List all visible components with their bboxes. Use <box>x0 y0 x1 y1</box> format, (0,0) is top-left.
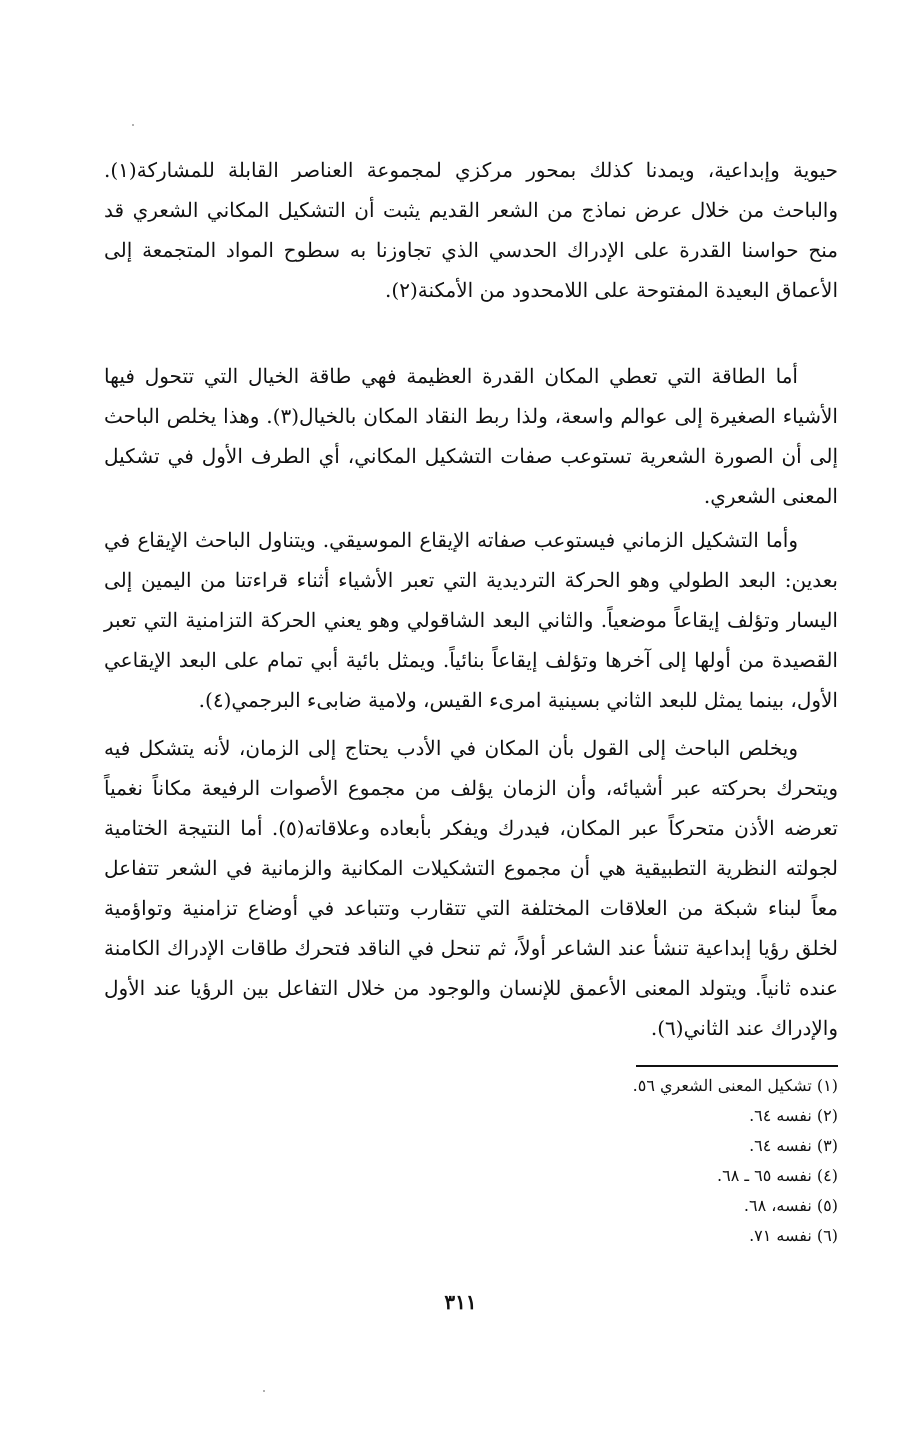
footnote-item: (١) تشكيل المعنى الشعري ٥٦. <box>632 1076 838 1095</box>
paragraph-4: ويخلص الباحث إلى القول بأن المكان في الأدب يحتاج إلى الزمان، لأنه يتشكل فيه ويتحرك بحركته عبر أشيائه، وأن الزمان يؤلف من مجموع الأصوات الرفيعة مكاناً نغمياً تعرضه الأذن متحركاً عبر المكان، فيدرك ويفكر بأبعاده وعلاقاته(٥). أما النتيجة الختامية لجولته النظرية التطبيقية هي أن مجموع التشكيلات المكانية والزمانية في الشعر تتفاعل معاً لبناء شبكة من العلاقات المختلفة التي تتقارب وتتباعد في أوضاع تزامنية وتواؤمية لخلق رؤيا إبداعية تنشأ عند الشاعر أولاً، ثم تنحل في الناقد فتحرك طاقات الإدراك الكامنة عنده ثانياً. ويتولد المعنى الأعمق للإنسان والوجود من خلال التفاعل بين الرؤيا عند الأول والإدراك عند الثاني(٦). <box>104 736 838 1040</box>
scan-speck <box>132 124 134 126</box>
paragraph-2: أما الطاقة التي تعطي المكان القدرة العظيمة فهي طاقة الخيال التي تتحول فيها الأشياء الصغيرة إلى عوالم واسعة، ولذا ربط النقاد المكان بالخيال(٣). وهذا يخلص الباحث إلى أن الصورة الشعرية تستوعب صفات التشكيل المكاني، أي الطرف الأول في تشكيل المعنى الشعري. <box>104 364 838 508</box>
paragraph-1: حيوية وإبداعية، ويمدنا كذلك بمحور مركزي لمجموعة العناصر القابلة للمشاركة(١). والباحث من خلال عرض نماذج من الشعر القديم يثبت أن التشكيل المكاني الشعري قد منح حواسنا القدرة على الإدراك الحدسي الذي تجاوزنا به سطوح المواد المتجمعة إلى الأعماق البعيدة المفتوحة على اللامحدود من الأمكنة(٢). <box>104 158 838 302</box>
footnote-item: (٦) نفسه ٧١. <box>749 1226 838 1245</box>
footnote-item: (٣) نفسه ٦٤. <box>749 1136 838 1155</box>
scan-speck <box>263 1390 265 1392</box>
page-number: ٣١١ <box>444 1290 477 1314</box>
footnotes-list <box>500 1071 838 1251</box>
footnote-separator <box>636 1065 838 1067</box>
paragraph-3: وأما التشكيل الزماني فيستوعب صفاته الإيقاع الموسيقي. ويتناول الباحث الإيقاع في بعدين: البعد الطولي وهو الحركة الترديدية التي تعبر الأشياء أثناء قراءتنا من اليمين إلى اليسار وتؤلف إيقاعاً موضعياً. والثاني البعد الشاقولي وهو يعني الحركة التزامنية التي تعبر القصيدة من أولها إلى آخرها وتؤلف إيقاعاً بنائياً. ويمثل بائية أبي تمام على البعد الإيقاعي الأول، بينما يمثل للبعد الثاني بسينية امرىء القيس، ولامية ضابىء البرجمي(٤). <box>104 528 838 712</box>
footnote-item: (٥) نفسه، ٦٨. <box>743 1196 838 1215</box>
footnote-item: (٢) نفسه ٦٤. <box>749 1106 838 1125</box>
footnote-item: (٤) نفسه ٦٥ ـ ٦٨. <box>717 1166 838 1185</box>
